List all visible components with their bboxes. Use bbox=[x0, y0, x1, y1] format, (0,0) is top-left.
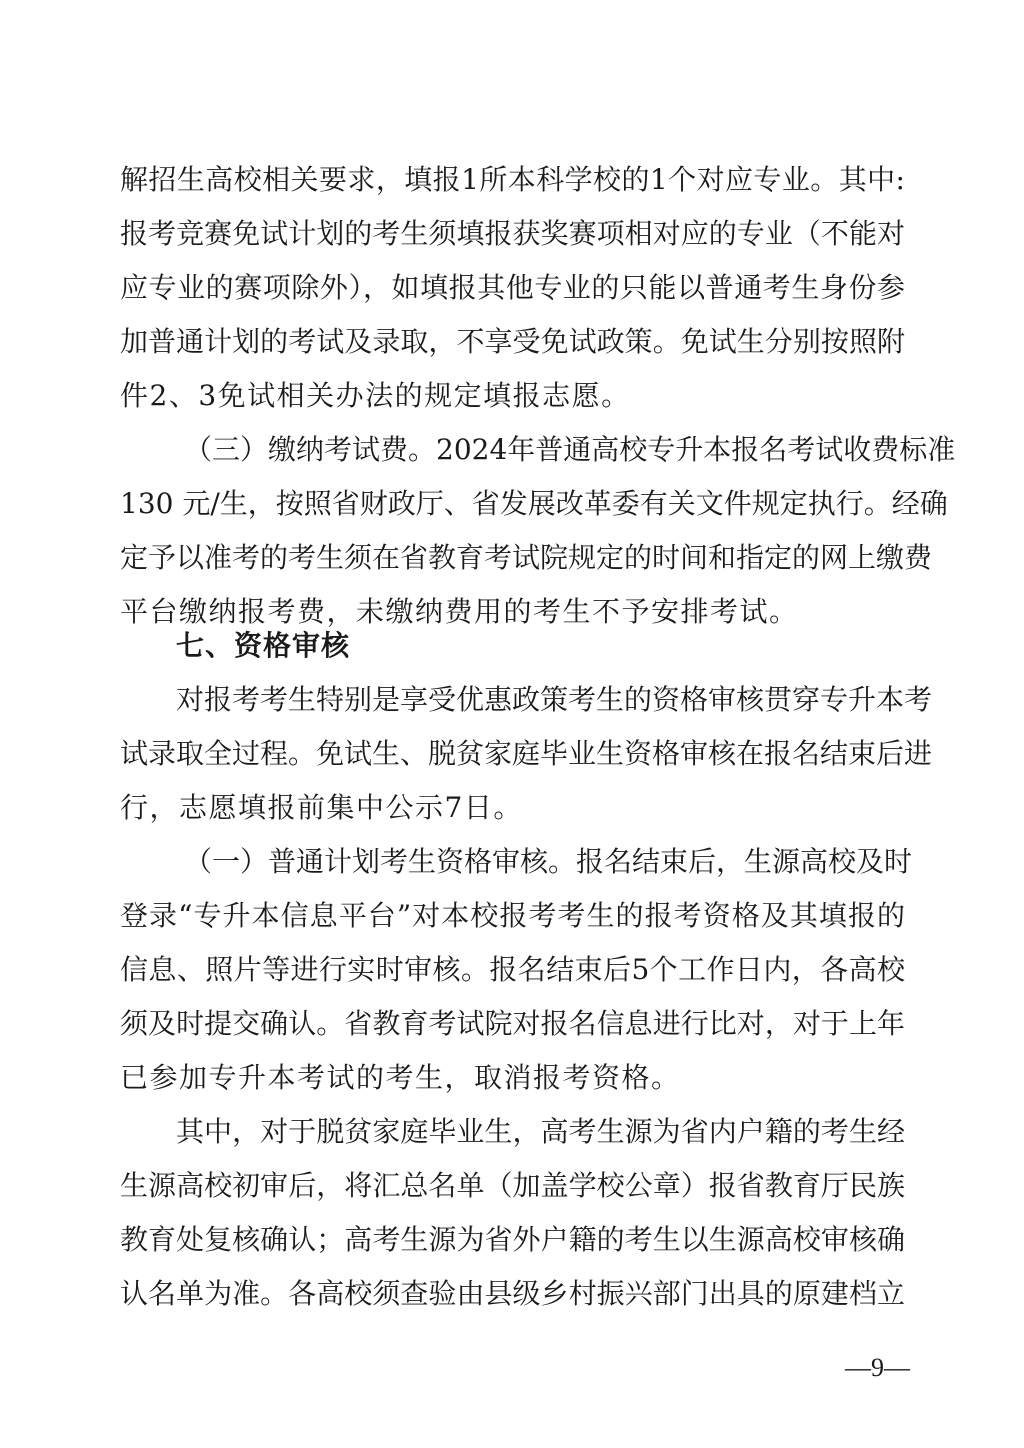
text-line-8: 定予以准考的考生须在省教育考试院规定的时间和指定的网上缴费 bbox=[120, 541, 933, 574]
text-line-3: 应专业的赛项除外），如填报其他专业的只能以普通考生身份参 bbox=[120, 271, 905, 304]
text-line-4: 加普通计划的考试及录取，不享受免试政策。免试生分别按照附 bbox=[120, 325, 905, 358]
text-line-9: 平台缴纳报考费，未缴纳费用的考生不予安排考试。 bbox=[120, 595, 799, 628]
text-line-1: 解招生高校相关要求，填报1所本科学校的1个对应专业。其中: bbox=[120, 163, 905, 196]
text-line-17: 须及时提交确认。省教育考试院对报名信息进行比对，对于上年 bbox=[120, 1007, 905, 1040]
paragraph-review-first-line: 对报考考生特别是享受优惠政策考生的资格审核贯穿专升本考 bbox=[176, 683, 933, 716]
paragraph-poverty-first-line: 其中，对于脱贫家庭毕业生，高考生源为省内户籍的考生经 bbox=[176, 1115, 905, 1148]
text-line-2: 报考竞赛免试计划的考生须填报获奖赛项相对应的专业（不能对 bbox=[120, 217, 905, 250]
paragraph-fee-first-line: （三）缴纳考试费。2024年普通高校专升本报名考试收费标准 bbox=[184, 433, 956, 466]
paragraph-general-plan-first-line: （一）普通计划考生资格审核。报名结束后，生源高校及时 bbox=[184, 845, 913, 878]
text-line-5: 件2、3免试相关办法的规定填报志愿。 bbox=[120, 379, 631, 412]
page-number: —9— bbox=[845, 1353, 910, 1382]
text-line-12: 试录取全过程。免试生、脱贫家庭毕业生资格审核在报名结束后进 bbox=[120, 737, 933, 770]
text-line-20: 生源高校初审后，将汇总名单（加盖学校公章）报省教育厅民族 bbox=[120, 1169, 905, 1202]
text-line-18: 已参加专升本考试的考生，取消报考资格。 bbox=[120, 1061, 681, 1094]
text-line-16: 信息、照片等进行实时审核。报名结束后5个工作日内，各高校 bbox=[120, 953, 905, 986]
section-heading-qualification: 七、资格审核 bbox=[176, 629, 351, 662]
text-line-22: 认名单为准。各高校须查验由县级乡村振兴部门出具的原建档立 bbox=[120, 1277, 905, 1310]
text-line-21: 教育处复核确认；高考生源为省外户籍的考生以生源高校审核确 bbox=[120, 1223, 905, 1256]
text-line-15: 登录“专升本信息平台”对本校报考考生的报考资格及其填报的 bbox=[120, 899, 905, 932]
text-line-13: 行，志愿填报前集中公示7日。 bbox=[120, 791, 523, 824]
text-line-7: 130 元/生，按照省财政厅、省发展改革委有关文件规定执行。经确 bbox=[120, 487, 948, 520]
